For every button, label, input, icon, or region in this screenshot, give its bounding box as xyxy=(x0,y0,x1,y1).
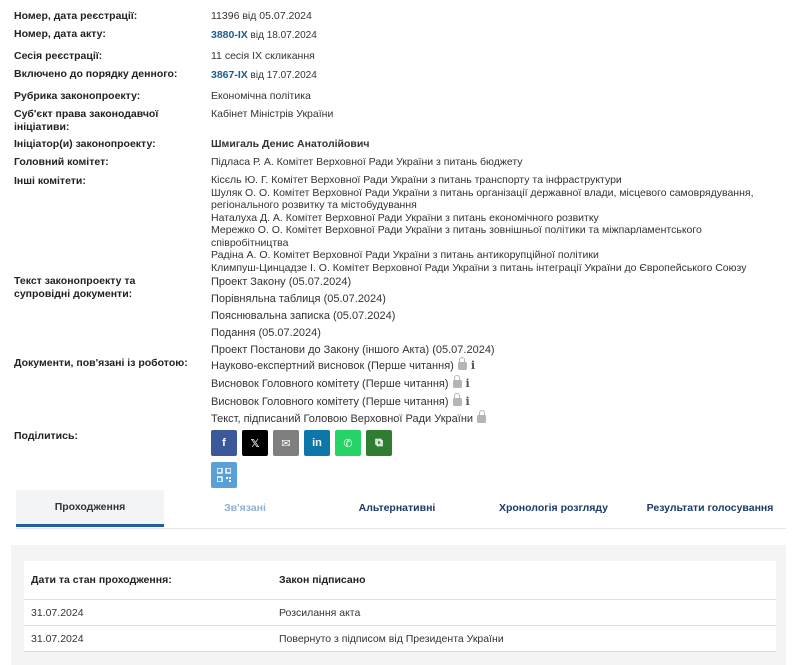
committee-item: Радіна А. О. Комітет Верховної Ради України з питань антикорупційної політики xyxy=(211,249,599,261)
x-share-button[interactable] xyxy=(242,430,268,456)
initiator-value: Шмигаль Денис Анатолійович xyxy=(211,138,370,150)
committee-item: Наталуха Д. А. Комітет Верховної Ради України з питань економічного розвитку xyxy=(211,211,599,224)
passage-table xyxy=(24,561,776,652)
committee-item: Шуляк О. О. Комітет Верховної Ради України з питань організації державної влади, місцевого самоврядування, xyxy=(211,186,754,199)
committee-item: регіонального розвитку та містобудування xyxy=(211,199,417,211)
email-icon: ✉ xyxy=(281,437,291,450)
info-icon[interactable]: i xyxy=(465,377,470,390)
rubric-value: Економічна політика xyxy=(211,90,311,102)
act-number-link[interactable]: 3880-IX xyxy=(211,29,248,41)
document-link[interactable]: Подання (05.07.2024) xyxy=(211,327,321,339)
session-label: Сесія реєстрації: xyxy=(14,50,103,62)
initiator-label: Ініціатор(и) законопроекту: xyxy=(14,138,156,150)
related-docs-label: Документи, пов'язані із роботою: xyxy=(14,357,188,369)
documents-list xyxy=(211,274,786,359)
header-status: Закон підписано xyxy=(279,574,366,586)
act-date: від 18.07.2024 xyxy=(247,30,317,41)
row-date: 31.07.2024 xyxy=(31,606,84,619)
main-committee-value: Підласа Р. А. Комітет Верховної Ради України з питань бюджету xyxy=(211,156,523,168)
row-date: 31.07.2024 xyxy=(31,632,84,645)
email-share-button[interactable] xyxy=(273,430,299,456)
x-icon: 𝕏 xyxy=(250,437,260,450)
copy-link-button[interactable] xyxy=(366,430,392,456)
tab-bar xyxy=(16,490,786,529)
qr-code-button[interactable] xyxy=(211,462,237,488)
info-icon[interactable]: i xyxy=(465,395,470,408)
lock-icon xyxy=(477,415,486,423)
copy-icon: ⧉ xyxy=(375,436,383,449)
documents-label: Текст законопроекту та супровідні документи: xyxy=(14,275,136,300)
lock-icon xyxy=(453,398,462,406)
table-row xyxy=(24,626,776,652)
qr-code-icon xyxy=(217,468,231,482)
act-value xyxy=(211,29,786,43)
agenda-label: Включено до порядку денного: xyxy=(14,68,178,80)
document-link[interactable]: Порівняльна таблиця (05.07.2024) xyxy=(211,293,386,305)
subject-label: Суб'єкт права законодавчої ініціативи: xyxy=(14,108,159,133)
agenda-value xyxy=(211,69,786,83)
related-doc-link[interactable]: Науково-експертний висновок (Перше читання) xyxy=(211,360,454,372)
main-committee-label: Головний комітет: xyxy=(14,156,109,168)
share-label: Поділитись: xyxy=(14,430,78,442)
rubric-label: Рубрика законопроекту: xyxy=(14,90,141,102)
linkedin-icon: in xyxy=(312,437,322,449)
facebook-share-button[interactable] xyxy=(211,430,237,456)
committee-item: Мережко О. О. Комітет Верховної Ради України з питань зовнішньої політики та міжпарламентського xyxy=(211,224,702,236)
table-row xyxy=(24,600,776,626)
related-doc-link[interactable]: Висновок Головного комітету (Перше читання) xyxy=(211,396,449,408)
row-status: Повернуто з підписом від Президента України xyxy=(279,632,504,645)
act-label: Номер, дата акту: xyxy=(14,28,106,40)
facebook-icon: f xyxy=(222,437,226,449)
other-committees-list xyxy=(211,174,786,274)
agenda-date: від 17.07.2024 xyxy=(247,70,317,81)
lock-icon xyxy=(453,380,462,388)
row-status: Розсилання акта xyxy=(279,606,361,619)
related-docs-list xyxy=(211,357,786,428)
committee-item: співробітництва xyxy=(211,236,289,249)
tab-passage[interactable]: Проходження xyxy=(16,490,164,527)
session-value: 11 сесія IX скликання xyxy=(211,50,315,62)
header-dates: Дати та стан проходження: xyxy=(31,574,172,586)
reg-value: 11396 від 05.07.2024 xyxy=(211,10,312,22)
reg-label: Номер, дата реєстрації: xyxy=(14,10,138,22)
committee-item: Кісєль Ю. Г. Комітет Верховної Ради України з питань транспорту та інфраструктури xyxy=(211,174,622,186)
related-doc-link[interactable]: Текст, підписаний Головою Верховної Ради України xyxy=(211,413,474,425)
other-committees-label: Інші комітети: xyxy=(14,175,86,187)
linkedin-share-button[interactable] xyxy=(304,430,330,456)
whatsapp-share-button[interactable] xyxy=(335,430,361,456)
document-link[interactable]: Проект Постанови до Закону (іншого Акта) (05.07.2024) xyxy=(211,344,495,356)
info-icon[interactable]: i xyxy=(470,359,476,372)
document-link[interactable]: Пояснювальна записка (05.07.2024) xyxy=(211,310,396,322)
table-header xyxy=(24,561,776,600)
tab-related[interactable]: Зв'язані xyxy=(224,502,266,514)
related-doc-link[interactable]: Висновок Головного комітету (Перше читання) xyxy=(211,378,449,390)
committee-item: Климпуш-Цинцадзе І. О. Комітет Верховної Ради України з питань інтеграції України до Європейського Союзу xyxy=(211,261,747,274)
whatsapp-icon: ✆ xyxy=(343,437,353,450)
tab-voting-results[interactable]: Результати голосування xyxy=(646,502,774,514)
lock-icon xyxy=(458,362,467,370)
document-link[interactable]: Проект Закону (05.07.2024) xyxy=(211,276,352,288)
subject-value: Кабінет Міністрів України xyxy=(211,108,334,120)
tab-chronology[interactable]: Хронологія розгляду xyxy=(498,502,609,514)
tab-alternatives[interactable]: Альтернативні xyxy=(358,502,436,514)
agenda-number-link[interactable]: 3867-IX xyxy=(211,69,248,81)
